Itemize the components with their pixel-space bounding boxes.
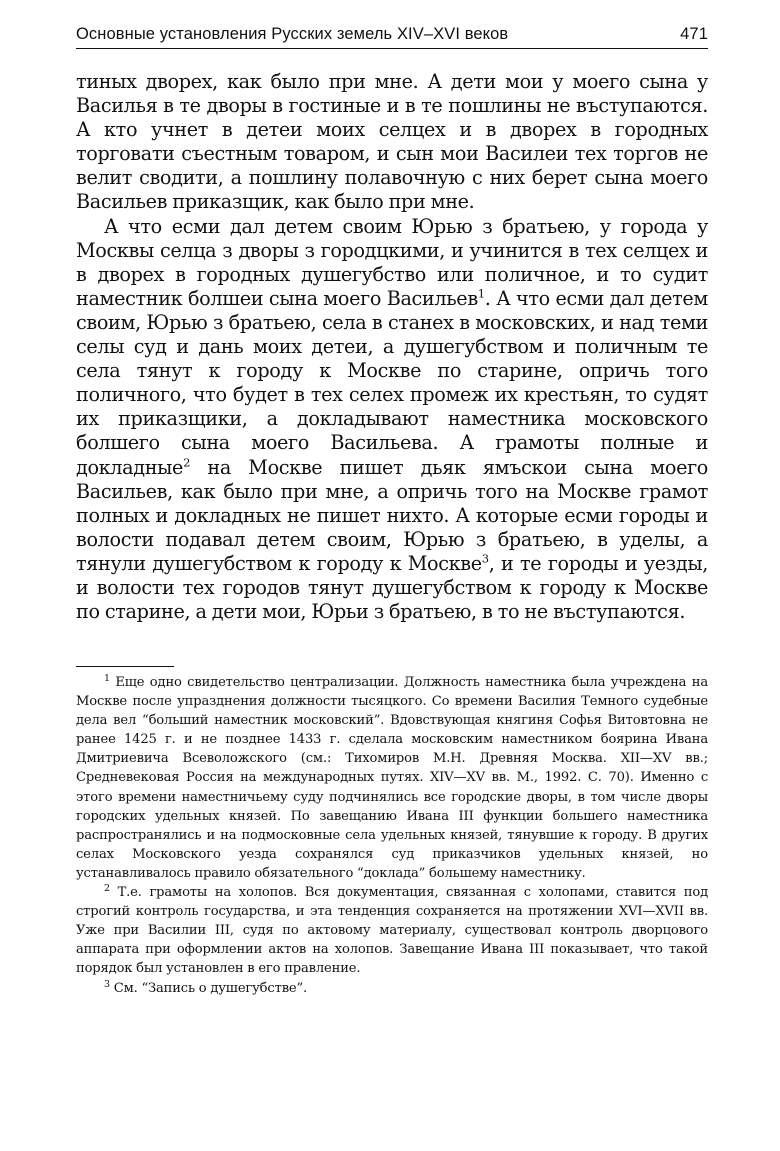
- footnote-text: Т.е. грамоты на холопов. Вся документация, связанная с холопами, ставится под строгий контроль государства, и эта тенденция сохраняется на протяжении XVI—XVII вв. Уже при Василии III, судя по актовому материалу, существовал контроль дворцового аппарата при оформлении актов на холопов. Завещание Ивана III показывает, что такой порядок был установлен в его правление.: [76, 885, 708, 977]
- paragraph-2-segment: . А что есми дал детем своим, Юрью з братьею, села в станех в московских, и над теми селы суд и дань моих детеи, а душегубством и поличным те села тянут к городу к Москве по старине, опричь того поличного, что будет в тех селех промеж их крестьян, то судят их приказщики, а докладывают наместника московского болшего сына моего Васильева. А грамоты полные и докладные: [76, 286, 709, 479]
- paragraph-2-segment: А что есми дал детем своим Юрью з братьею, у города у Москвы селца з дворы з городцкими, и учинится в тех селцех и в дворех в городных душегубство или поличное, и то судит наместник болшеи сына моего Васильев: [76, 214, 708, 310]
- footnote-ref-3: 3: [481, 551, 489, 566]
- footnote-ref-2: 2: [183, 455, 191, 470]
- footnote-divider: [76, 666, 174, 667]
- footnote-1: [76, 673, 708, 883]
- page-number: 471: [680, 25, 708, 43]
- footnote-text: См. “Запись о душегубстве”.: [113, 980, 308, 996]
- book-page: [76, 0, 709, 996]
- running-title: Основные установления Русских земель XIV–XVI веков: [76, 25, 509, 43]
- footnote-marker: 2: [104, 883, 110, 895]
- running-header: [76, 0, 708, 49]
- footnotes: [76, 673, 708, 998]
- main-text: [76, 70, 708, 624]
- paragraph-2: [76, 215, 708, 625]
- paragraph-2-segment: на Москве пишет дьяк ямъскои сына моего Васильев, как было при мне, а опричь того на Москве грамот полных и докладных не пишет нихто. А которые есми городы и волости подавал детем своим, Юрью з братьею, в уделы, а тянули душегубством к городу к Москве: [76, 455, 708, 575]
- footnote-marker: 3: [104, 978, 110, 990]
- paragraph-2-segment: , и те городы и уезды, и волости тех городов тянут душегубством к городу к Москве по старине, а дети мои, Юрьи з братьею, в то не въступаются.: [76, 551, 708, 624]
- footnote-marker: 1: [104, 673, 110, 684]
- footnote-3: [76, 979, 708, 998]
- paragraph-1: тиных дворех, как было при мне. А дети мои у моего сына у Василья в те дворы в гостиные и в те пошлины не въступаются. А кто учнет в детеи моих селцех и в дворех в городных торговати съестным товаром, и сын мои Василеи тех торгов не велит сводити, а пошлину полавочную с них берет сына моего Васильев приказщик, как было при мне.: [76, 70, 708, 214]
- footnote-text: Еще одно свидетельство централизации. Должность наместника была учреждена на Москве после упразднения должности тысяцкого. Со времени Василия Темного судебные дела вел “больший наместник московский”. Вдовствующая княгиня Софья Витовтовна не ранее 1425 г. и не позднее 1433 г. сделала московским наместником боярина Ивана Дмитриевича Всеволожского (см.: Тихомиров М.Н. Древняя Москва. XII—XV вв.; Средневековая Россия на международных путях. XIV—XV вв. М., 1992. С. 70). Именно с этого времени наместничьему суду подчинялись все городские дворы, в том числе дворы городских удельных князей. По завещанию Ивана III функции большего наместника распространялись и на подмосковные села удельных князей, тянувшие к городу. В других селах Московского уезда сохранялся суд приказчиков удельных князей, но устанавливалось правило обязательного “доклада” большему наместнику.: [76, 675, 709, 881]
- footnote-2: [76, 883, 708, 978]
- footnote-ref-1: 1: [477, 286, 485, 301]
